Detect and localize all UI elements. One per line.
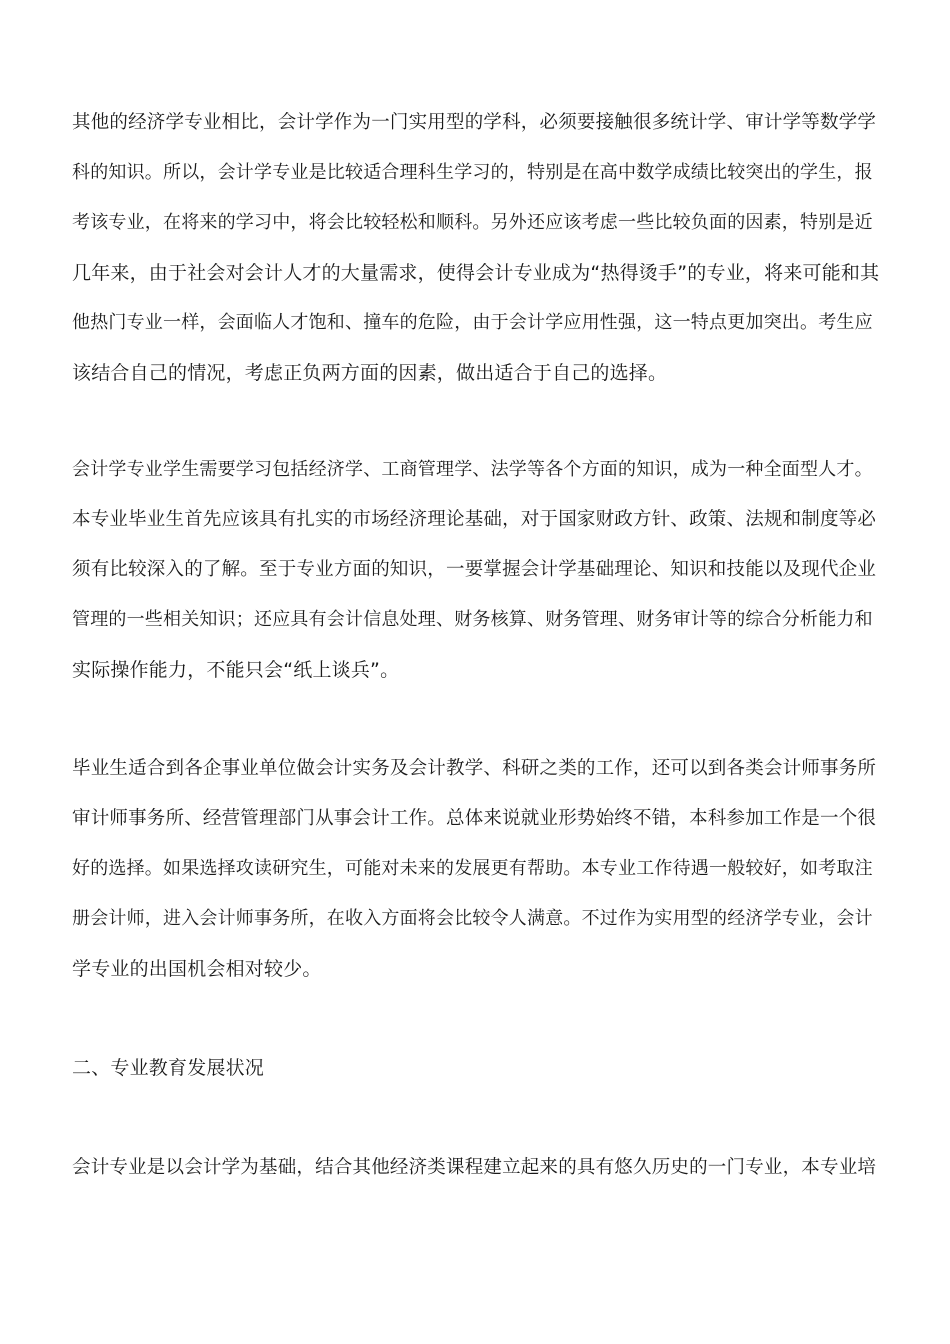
paragraph-employment	[72, 744, 894, 994]
paragraph-line: 册会计师，进入会计师事务所，在收入方面将会比较令人满意。不过作为实用型的经济学专业，会计	[72, 908, 873, 929]
paragraph-line: 本专业毕业生首先应该具有扎实的市场经济理论基础，对于国家财政方针、政策、法规和制度等必	[72, 509, 877, 530]
paragraph-line: 几年来，由于社会对会计人才的大量需求，使得会计专业成为“热得烫手”的专业，将来可能和其	[72, 262, 880, 284]
paragraph-line: 其他的经济学专业相比，会计学作为一门实用型的学科，必须要接触很多统计学、审计学等数学学	[72, 112, 877, 133]
section-heading	[72, 1043, 894, 1093]
paragraph-line: 须有比较深入的了解。至于专业方面的知识，一要掌握会计学基础理论、知识和技能以及现代企业	[72, 559, 877, 580]
paragraph-line: 实际操作能力，不能只会“纸上谈兵”。	[72, 659, 400, 681]
paragraph-major-comparison	[72, 98, 894, 398]
paragraph-line: 审计师事务所、经营管理部门从事会计工作。总体来说就业形势始终不错，本科参加工作是一个很	[72, 808, 877, 829]
paragraph-line: 该结合自己的情况，考虑正负两方面的因素，做出适合于自己的选择。	[72, 362, 668, 384]
paragraph-line: 考该专业，在将来的学习中，将会比较轻松和顺科。另外还应该考虑一些比较负面的因素，特别是近	[72, 212, 873, 233]
section-heading-text: 二、专业教育发展状况	[72, 1057, 265, 1079]
paragraph-curriculum	[72, 445, 894, 695]
paragraph-program-intro	[72, 1143, 894, 1193]
paragraph-line: 管理的一些相关知识；还应具有会计信息处理、财务核算、财务管理、财务审计等的综合分析能力和	[72, 609, 873, 630]
paragraph-line: 会计专业是以会计学为基础，结合其他经济类课程建立起来的具有悠久历史的一门专业，本专业培	[72, 1157, 877, 1178]
paragraph-line: 他热门专业一样，会面临人才饱和、撞车的危险，由于会计学应用性强，这一特点更加突出。考生应	[72, 312, 873, 333]
paragraph-line: 毕业生适合到各企事业单位做会计实务及会计教学、科研之类的工作，还可以到各类会计师事务所	[72, 758, 877, 779]
paragraph-line: 科的知识。所以，会计学专业是比较适合理科生学习的，特别是在高中数学成绩比较突出的学生，报	[72, 162, 873, 183]
paragraph-line: 好的选择。如果选择攻读研究生，可能对未来的发展更有帮助。本专业工作待遇一般较好，如考取注	[72, 858, 873, 879]
paragraph-line: 学专业的出国机会相对较少。	[72, 958, 322, 980]
paragraph-line: 会计学专业学生需要学习包括经济学、工商管理学、法学等各个方面的知识，成为一种全面型人才。	[72, 459, 873, 480]
